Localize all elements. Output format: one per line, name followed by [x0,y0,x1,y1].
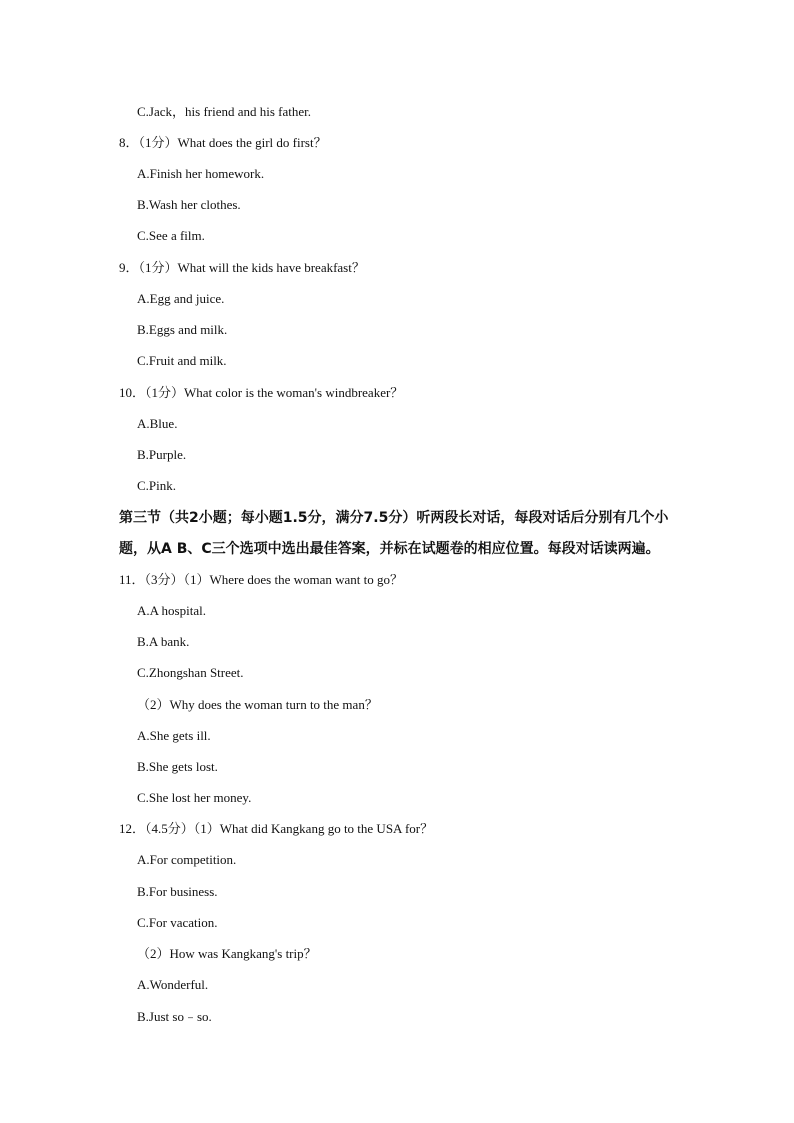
option-b-q12-1: B.For business. [137,884,218,899]
question-10: 10．（1分）What color is the woman's windbreaker？ [119,385,404,400]
option-a-q12-2: A.Wonderful. [137,977,209,992]
question-11-sub-2: （2）Why does the woman turn to the man？ [137,697,378,712]
option-b-q11-1: B.A bank. [137,634,190,649]
option-b-q10: B.Purple. [137,447,187,462]
option-c-q11-1: C.Zhongshan Street. [137,665,244,680]
section-heading-line-2: 题，从A B、C三个选项中选出最佳答案，并标在试题卷的相应位置。每段对话读两遍。 [119,541,660,557]
question-12-sub-2: （2）How was Kangkang's trip？ [137,946,317,961]
option-b-q9: B.Eggs and milk. [137,322,228,337]
option-c-q7: C.Jack，his friend and his father. [137,104,312,119]
option-a-q9: A.Egg and juice. [137,291,225,306]
option-a-q11-1: A.A hospital. [137,603,206,618]
question-8: 8．（1分）What does the girl do first？ [119,135,327,150]
option-a-q8: A.Finish her homework. [137,166,265,181]
option-c-q8: C.See a film. [137,228,205,243]
option-c-q9: C.Fruit and milk. [137,353,227,368]
option-c-q11-2: C.She lost her money. [137,790,252,805]
section-heading-line-1: 第三节（共2小题；每小题1.5分，满分7.5分）听两段长对话，每段对话后分别有几个小 [119,510,669,526]
option-b-q11-2: B.She gets lost. [137,759,218,774]
option-a-q10: A.Blue. [137,416,178,431]
option-c-q10: C.Pink. [137,478,177,493]
option-b-q12-2: B.Just so﹣so. [137,1009,212,1024]
option-c-q12-1: C.For vacation. [137,915,218,930]
question-9: 9．（1分）What will the kids have breakfast？ [119,260,365,275]
question-11: 11．（3分）（1）Where does the woman want to go？ [119,572,404,587]
option-a-q12-1: A.For competition. [137,852,237,867]
option-b-q8: B.Wash her clothes. [137,197,241,212]
question-12: 12．（4.5分）（1）What did Kangkang go to the USA for？ [119,821,434,836]
option-a-q11-2: A.She gets ill. [137,728,211,743]
